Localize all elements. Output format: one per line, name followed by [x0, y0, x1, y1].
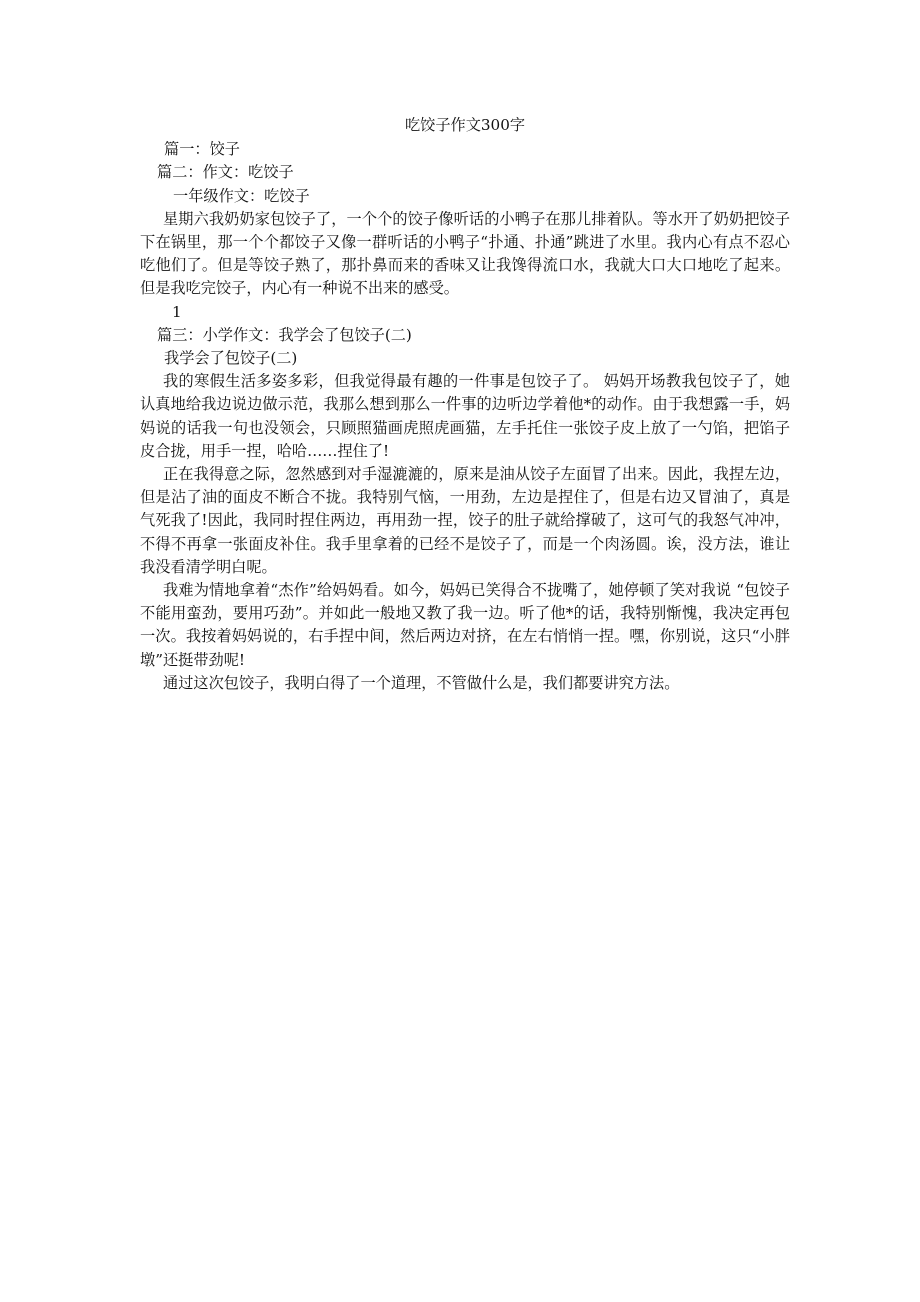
- document-title: 吃饺子作文300字: [404, 116, 526, 134]
- document-body: [140, 114, 790, 695]
- section-heading-1: 篇一：饺子: [164, 140, 240, 159]
- section-subheading-2: 一年级作文：吃饺子: [173, 186, 310, 205]
- section-heading-3: 篇三：小学作文：我学会了包饺子(二): [157, 325, 412, 344]
- paragraph-2: 星期六我奶奶家包饺子了，一个个的饺子像听话的小鸭子在那儿排着队。等水开了奶奶把饺子下在锅里，那一个个都饺子又像一群听话的小鸭子“扑通、扑通”跳进了水里。我内心有点不忍心吃他们了。但是等饺子熟了，那扑鼻而来的香味又让我馋得流口水，我就大口大口地吃了起来。但是我吃完饺子，内心有一种说不出来的感受。: [140, 209, 790, 298]
- paragraph-3-4: 通过这次包饺子，我明白得了一个道理，不管做什么是，我们都要讲究方法。: [163, 673, 680, 692]
- page-number: 1: [172, 302, 182, 321]
- paragraph-3-2: 正在我得意之际，忽然感到对手湿漉漉的，原来是油从饺子左面冒了出来。因此，我捏左边，但是沾了油的面皮不断合不拢。我特别气恼，一用劲，左边是捏住了，但是右边又冒油了，真是气死我了!因此，我同时捏住两边，再用劲一捏，饺子的肚子就给撑破了，这可气的我怒气冲冲，不得不再拿一张面皮补住。我手里拿着的已经不是饺子了，而是一个肉汤圆。诶，没方法，谁让我没看清学明白呢。: [140, 465, 790, 576]
- section-subheading-3: 我学会了包饺子(二): [164, 349, 298, 368]
- paragraph-3-3: 我难为情地拿着“杰作”给妈妈看。如今，妈妈已笑得合不拢嘴了，她停顿了笑对我说 “包饺子不能用蛮劲，要用巧劲”。并如此一般地又教了我一边。听了他*的话，我特别惭愧，我决定再包一次。我按着妈妈说的，右手捏中间，然后两边对挤，在左右悄悄一捏。嘿，你别说，这只“小胖墩”还挺带劲呢!: [140, 581, 790, 669]
- section-heading-2: 篇二：作文：吃饺子: [157, 163, 294, 182]
- paragraph-3-1: 我的寒假生活多姿多彩，但我觉得最有趣的一件事是包饺子了。 妈妈开场教我包饺子了，她认真地给我边说边做示范，我那么想到那么一件事的边听边学着他*的动作。由于我想露一手，妈妈说的话我一句也没领会，只顾照猫画虎照虎画猫，左手托住一张饺子皮上放了一勺馅，把馅子皮合拢，用手一捏，哈哈……捏住了!: [140, 372, 790, 460]
